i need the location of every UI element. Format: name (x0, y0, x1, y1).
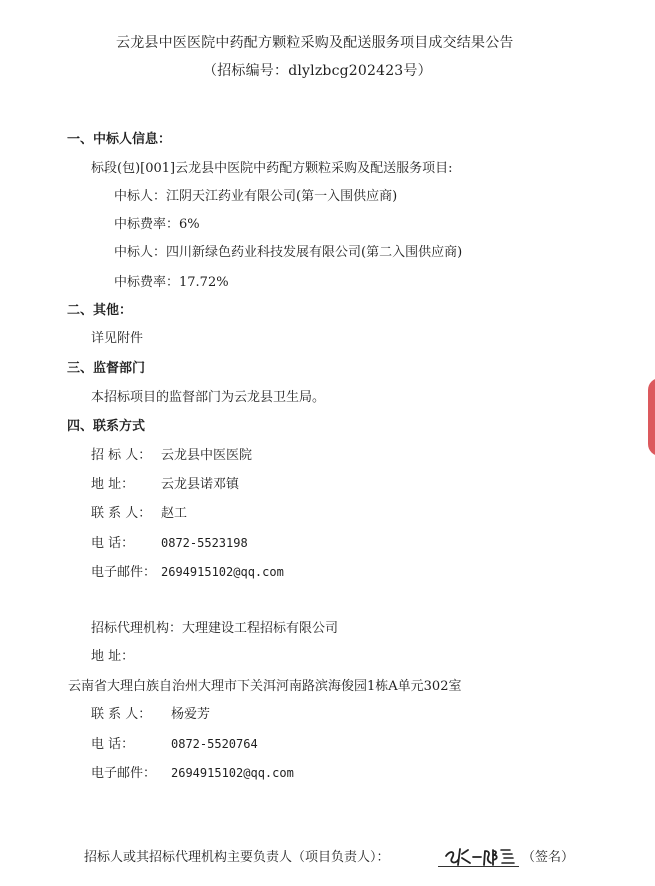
tenderer-row (91, 447, 252, 465)
signature-label: 招标人或其招标代理机构主要负责人（项目负责人）： (84, 850, 390, 865)
phone-value: 0872-5523198 (161, 536, 248, 550)
agency-phone-value: 0872-5520764 (171, 737, 258, 751)
phone-label: 电 话： (91, 536, 135, 551)
lot-description: 标段(包)[001]云龙县中医院中药配方颗粒采购及配送服务项目: (91, 161, 453, 176)
tenderer-value: 云龙县中医医院 (161, 448, 253, 463)
tenderer-label: 招 标 人： (91, 448, 152, 463)
section-heading-supervision: 三、监督部门 (67, 361, 146, 376)
agency-phone-label: 电 话： (91, 737, 135, 752)
contact-label: 联 系 人： (91, 506, 152, 521)
contact-row (91, 505, 187, 523)
address-row (91, 476, 239, 494)
winner-second-rate: 中标费率：17.72% (114, 275, 229, 290)
winner-second: 中标人：四川新绿色药业科技发展有限公司(第二入围供应商) (114, 245, 463, 260)
signature-suffix: （签名） (522, 850, 575, 865)
signature-underline (438, 866, 519, 867)
contact-value: 赵工 (161, 506, 188, 521)
address-value: 云龙县诺邓镇 (161, 477, 240, 492)
section-heading-winner-info: 一、中标人信息： (67, 132, 172, 147)
agency-row: 招标代理机构：大理建设工程招标有限公司 (91, 621, 339, 636)
agency-phone-row (91, 735, 258, 754)
address-label: 地 址： (91, 477, 135, 492)
red-stamp-edge (648, 378, 655, 456)
supervision-text: 本招标项目的监督部门为云龙县卫生局。 (91, 390, 326, 405)
agency-address-label: 地 址： (91, 649, 135, 664)
agency-email-value: 2694915102@qq.com (171, 766, 294, 780)
other-text: 详见附件 (91, 331, 144, 346)
agency-email-label: 电子邮件： (91, 766, 157, 781)
section-heading-other: 二、其他： (67, 303, 133, 318)
document-title: 云龙县中医医院中药配方颗粒采购及配送服务项目成交结果公告 (116, 35, 514, 51)
agency-address-value: 云南省大理白族自治州大理市下关洱河南路滨海俊园1栋A单元302室 (68, 679, 462, 694)
phone-row (91, 534, 248, 553)
agency-contact-label: 联 系 人： (91, 707, 152, 722)
email-row (91, 563, 284, 582)
winner-first: 中标人：江阴天江药业有限公司(第一入围供应商) (114, 189, 398, 204)
email-label: 电子邮件： (91, 565, 157, 580)
email-value: 2694915102@qq.com (161, 565, 284, 579)
agency-contact-value: 杨爱芳 (171, 707, 211, 722)
agency-email-row (91, 764, 294, 783)
winner-first-rate: 中标费率：6% (114, 217, 200, 232)
tender-number: （招标编号：dlylzbcg202423号） (203, 63, 432, 79)
agency-contact-row (91, 706, 210, 724)
section-heading-contact: 四、联系方式 (67, 419, 146, 434)
